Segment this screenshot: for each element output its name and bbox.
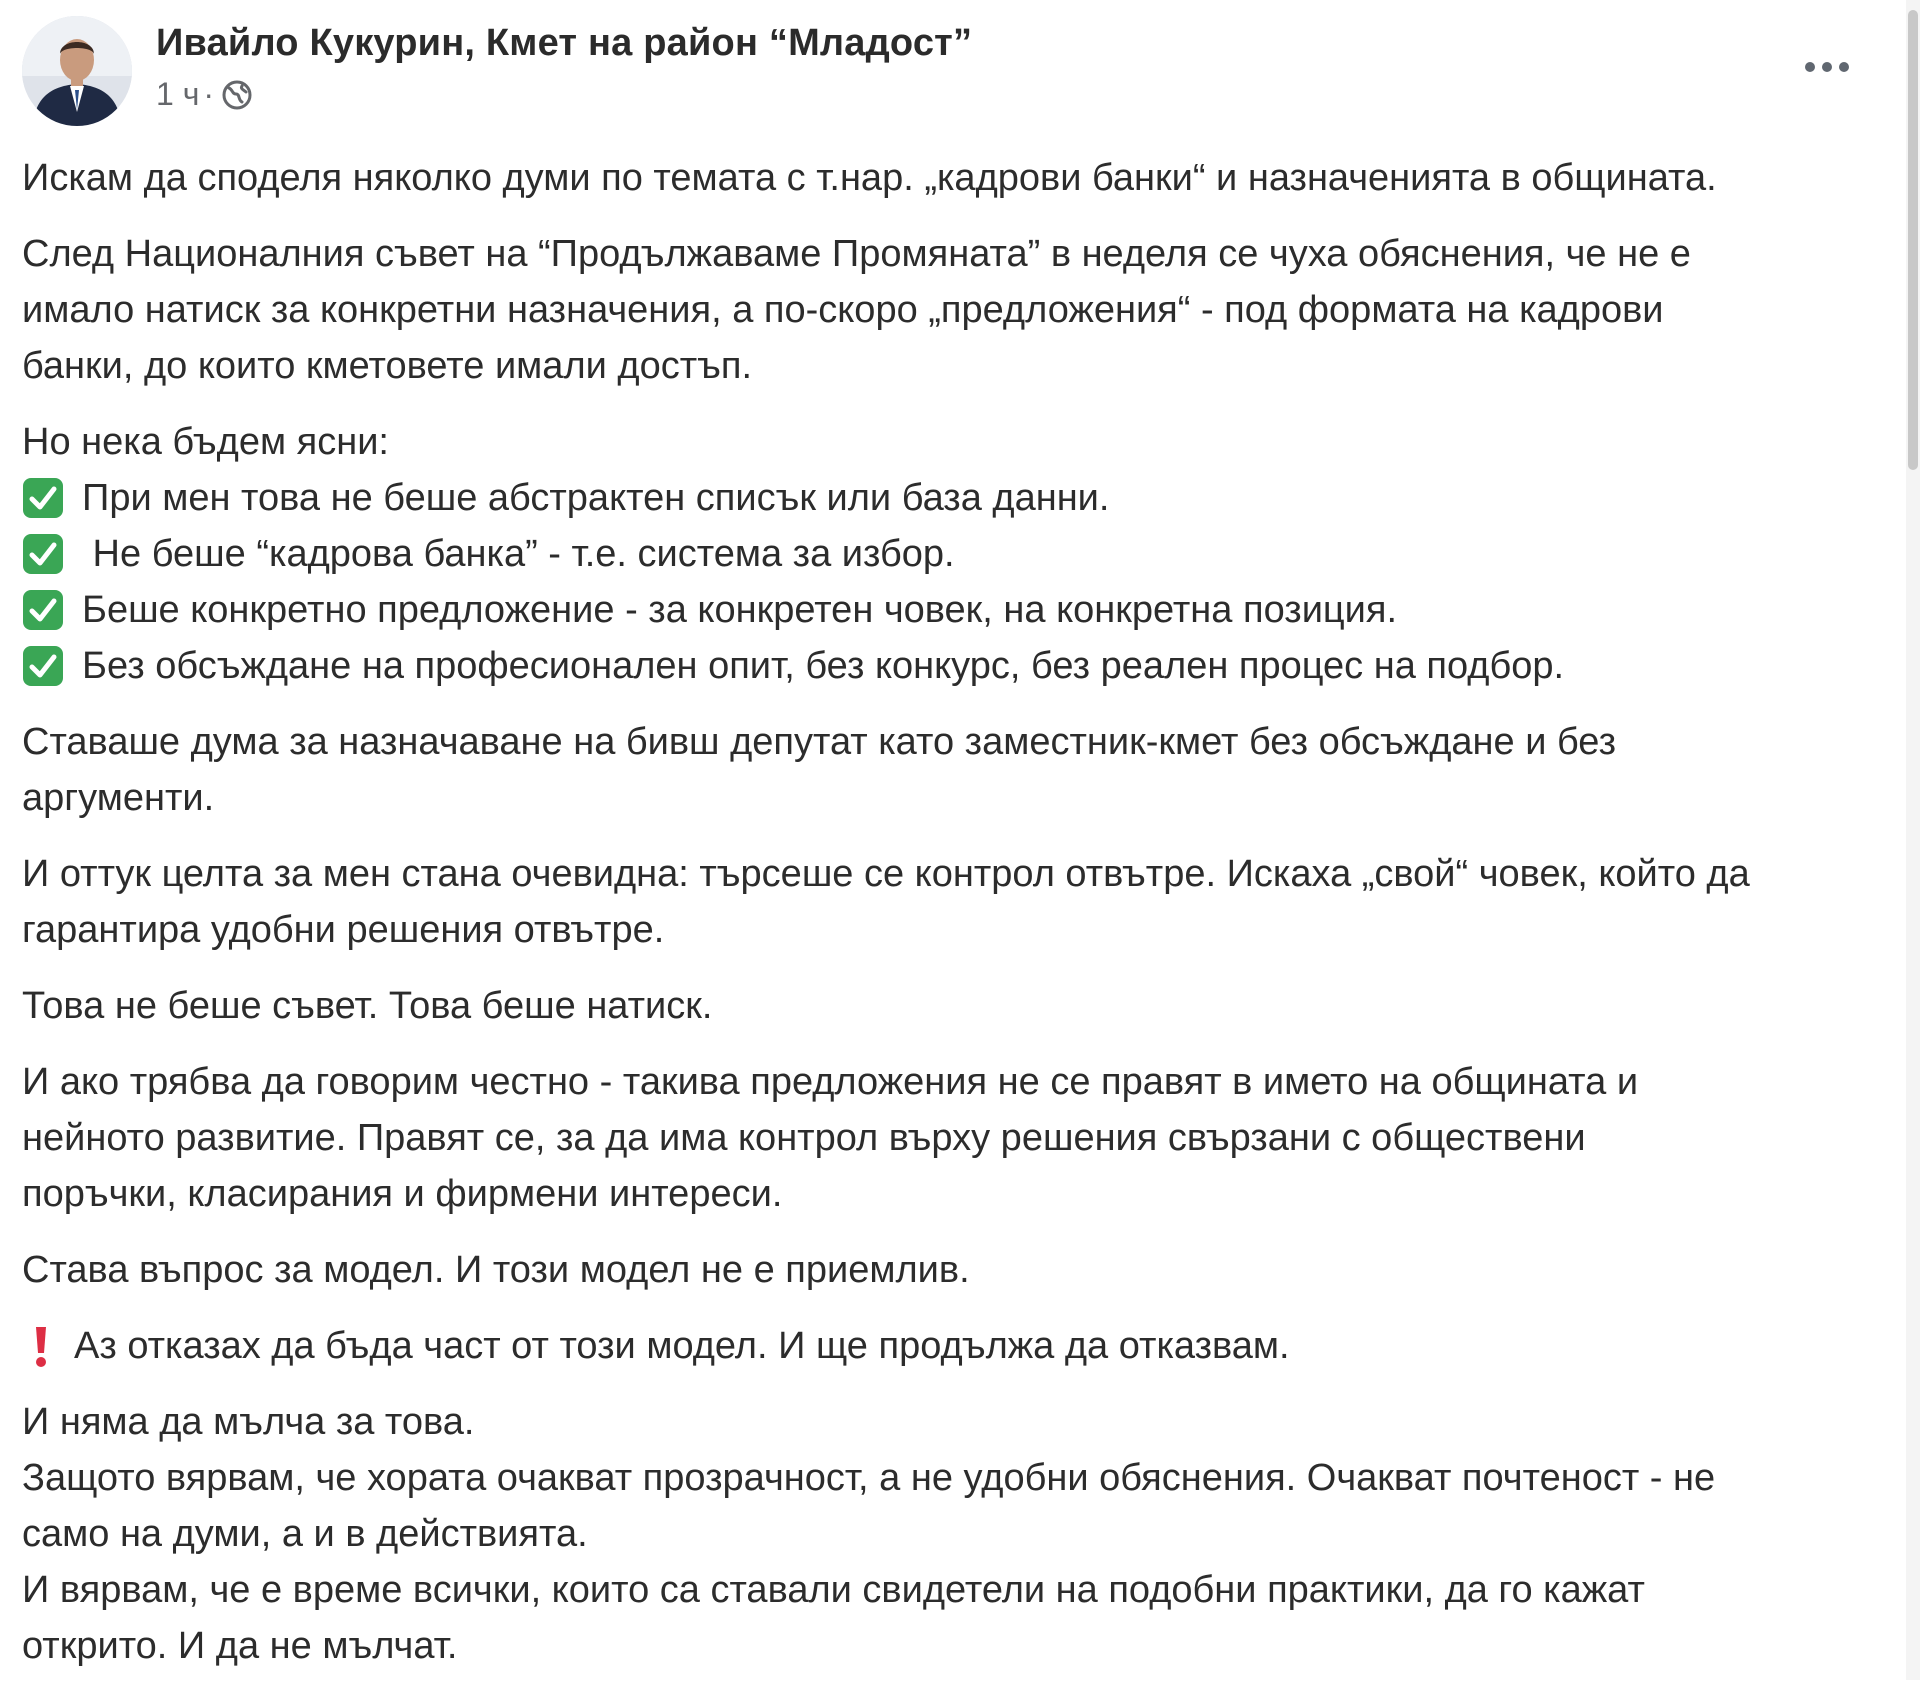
author-avatar[interactable] [22,16,132,126]
text-line: Но нека бъдем ясни: [22,421,389,463]
text-line: И няма да мълча за това. [22,1401,475,1443]
text-line: Искам да споделя няколко думи по темата с т.нар. „кадрови банки“ и назначенията в общината. [22,157,1717,199]
paragraph-3 [22,414,1902,694]
post-time[interactable]: 1 ч [156,76,200,112]
text-line: И оттук целта за мен стана очевидна: търсеше се контрол отвътре. Искаха „свой“ човек, който да [22,853,1750,895]
text-line: Става въпрос за модел. И този модел не е приемлив. [22,1249,970,1291]
text-line: И ако трябва да говорим честно - такива предложения не се правят в името на общината и [22,1061,1639,1103]
paragraph-10 [22,1394,1902,1674]
text-line: Ставаше дума за назначаване на бивш депутат като заместник-кмет без обсъждане и без [22,721,1617,763]
checklist-text: Беше конкретно предложение - за конкретен човек, на конкретна позиция. [82,589,1398,631]
paragraph-5 [22,846,1902,958]
avatar-photo-icon [22,16,132,126]
checklist-item [22,582,1902,638]
check-mark-icon [22,645,64,687]
text-line: само на думи, а и в действията. [22,1513,588,1555]
check-mark-icon [22,589,64,631]
checklist-item [22,526,1902,582]
checklist-text: Не беше “кадрова банка” - т.е. система за избор. [82,533,955,575]
exclamation-line [22,1318,1902,1374]
paragraph-7 [22,1054,1902,1222]
text-line: Това не беше съвет. Това беше натиск. [22,985,713,1027]
text-line: След Националния съвет на “Продължаваме Промяната” в неделя се чуха обяснения, че не е [22,233,1691,275]
post-body [22,150,1902,1694]
text-line: аргументи. [22,777,215,819]
post-meta [156,76,254,113]
scrollbar[interactable] [1906,0,1920,1680]
text-line: И вярвам, че е време всички, които са ставали свидетели на подобни практики, да го кажат [22,1569,1645,1611]
paragraph-1 [22,150,1902,206]
text-line: банки, до които кметовете имали достъп. [22,345,752,387]
meta-separator: · [203,76,215,112]
checklist-item [22,470,1902,526]
more-options-button[interactable] [1792,42,1862,92]
paragraph-9 [22,1318,1902,1374]
text-line: Защото вярвам, че хората очакват прозрачност, а не удобни обяснения. Очакват почтеност - не [22,1457,1716,1499]
exclamation-text: Аз отказах да бъда част от този модел. И ще продължа да отказвам. [74,1325,1290,1367]
scrollbar-thumb[interactable] [1908,10,1918,470]
text-line: имало натиск за конкретни назначения, а по-скоро „предложения“ - под формата на кадрови [22,289,1664,331]
text-line: гарантира удобни решения отвътре. [22,909,665,951]
paragraph-4 [22,714,1902,826]
check-mark-icon [22,533,64,575]
more-options-icon [1805,62,1849,72]
paragraph-2 [22,226,1902,394]
author-name[interactable]: Ивайло Кукурин, Кмет на район “Младост” [156,22,973,64]
text-line: открито. И да не мълчат. [22,1625,458,1667]
check-mark-icon [22,477,64,519]
paragraph-8 [22,1242,1902,1298]
checklist-item [22,638,1902,694]
red-exclamation-icon [30,1323,52,1369]
text-line: нейното развитие. Правят се, за да има контрол върху решения свързани с обществени [22,1117,1586,1159]
post-header [22,16,1862,128]
checklist-text: Без обсъждане на професионален опит, без конкурс, без реален процес на подбор. [82,645,1565,687]
globe-icon[interactable] [220,78,254,112]
checklist-text: При мен това не беше абстрактен списък или база данни. [82,477,1110,519]
paragraph-6 [22,978,1902,1034]
text-line: поръчки, класирания и фирмени интереси. [22,1173,783,1215]
